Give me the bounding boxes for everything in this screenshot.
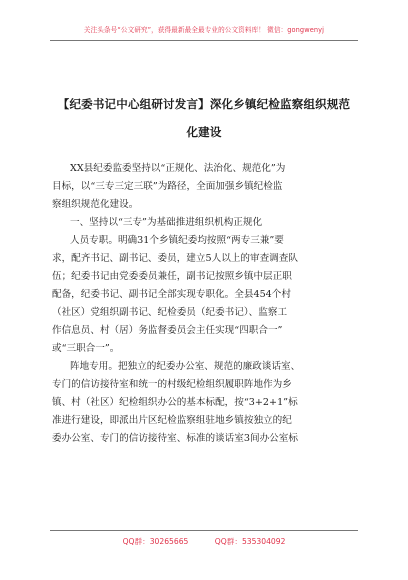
body-line: （社区）党组织副书记、纪检委员（纪委书记）、监察工 <box>52 307 288 318</box>
body-line: 求，配齐书记、副书记、委员，建立5人以上的审查调查队 <box>52 253 298 264</box>
body-line: 配备，纪委书记、副书记全部实现专职化。全县454个村 <box>52 289 291 300</box>
body-line: 察组织规范化建设。 <box>52 199 139 210</box>
body-line: 伍；纪委书记由党委委员兼任，副书记按照乡镇中层正职 <box>52 271 292 282</box>
body-line: 委办公室、专门的信访接待室、标准的谈话室3间办公室标 <box>52 433 298 444</box>
document-title-line-1: 【纪委书记中心组研讨发言】深化乡镇纪检监察组织规范 <box>57 97 351 111</box>
body-line: 人员专职。明确31个乡镇纪委均按照“两专三兼”要 <box>70 235 284 246</box>
body-line: 目标，以“三专三定三联”为路径，全面加强乡镇纪检监 <box>52 181 283 192</box>
body-line: 阵地专用。把独立的纪委办公室、规范的廉政谈话室、 <box>70 361 301 372</box>
body-line: 专门的信访接待室和统一的村级纪检组织履职阵地作为乡 <box>52 379 292 390</box>
body-line: XX县纪委监委坚持以“正规化、法治化、规范化”为 <box>70 163 286 174</box>
body-line: 镇、村（社区）纪检组织办公的基本标配，按“3+2+1”标 <box>52 397 298 408</box>
document-body <box>52 160 356 448</box>
footer-qq-group-1: QQ群：30265665 <box>122 537 189 546</box>
body-line: 准进行建设，即派出片区纪检监察组驻地乡镇按独立的纪 <box>52 415 292 426</box>
page-header-text: 关注头条号“公文研究”，获得最新最全最专业的公文资料库！ 微信：gongwenyj <box>83 26 325 34</box>
document-title-line-2: 化建设 <box>186 125 222 139</box>
page-footer <box>50 536 358 547</box>
body-line: 一、坚持以“三专”为基础推进组织机构正规化 <box>70 217 263 228</box>
body-line: 作信息员、村（居）务监督委员会主任实现“四职合一” <box>52 325 283 336</box>
footer-qq-group-2: QQ群：535304092 <box>214 537 286 546</box>
header-divider <box>50 40 358 41</box>
body-line: 或“三职合一”。 <box>52 343 120 354</box>
footer-divider <box>50 530 358 531</box>
